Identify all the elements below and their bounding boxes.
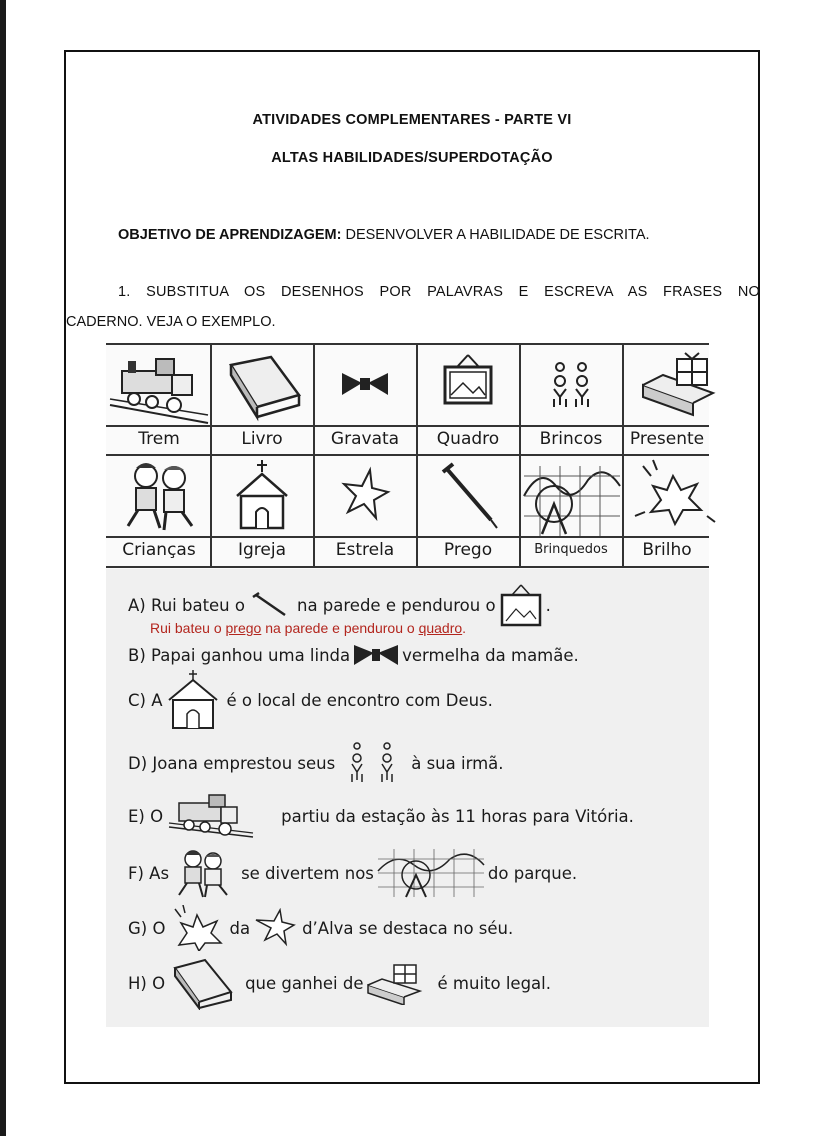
- sentence-h-part1: H) O: [128, 973, 166, 993]
- children-icon: [108, 456, 210, 536]
- word-brinquedos: Brinquedos: [534, 542, 608, 557]
- sentence-a-part3: .: [545, 595, 551, 615]
- sentence-h-part3: é muito legal.: [437, 973, 551, 993]
- page-title: ATIVIDADES COMPLEMENTARES - PARTE VI: [252, 112, 572, 128]
- sentence-d: [128, 739, 504, 787]
- left-edge-bar: [0, 0, 6, 1136]
- star-icon: [252, 908, 298, 948]
- sentence-c-part2: é o local de encontro com Deus.: [226, 690, 493, 710]
- word-estrela: Estrela: [335, 540, 395, 560]
- worksheet-image: [106, 343, 709, 1027]
- sentence-e: [128, 791, 634, 841]
- sentence-b-part1: B) Papai ganhou uma linda: [128, 645, 351, 665]
- answer-part3: .: [462, 620, 467, 636]
- word-prego: Prego: [443, 540, 493, 560]
- sentence-h: [128, 955, 551, 1011]
- children-icon: [171, 847, 233, 899]
- grid-line: [106, 536, 709, 538]
- sparkle-icon: [169, 905, 229, 951]
- answer-part1: Rui bateu o: [150, 620, 226, 636]
- sentence-g-part2: da: [229, 918, 251, 938]
- vocabulary-grid: [106, 343, 709, 569]
- sentence-f-part3: do parque.: [487, 863, 578, 883]
- sentence-f-part2: se divertem nos: [241, 863, 374, 883]
- sentence-e-part2: partiu da estação às 11 horas para Vitória.: [281, 806, 634, 826]
- train-icon: [167, 793, 255, 839]
- answer-word-prego: prego: [225, 620, 262, 636]
- instruction-line-1: 1. SUBSTITUA OS DESENHOS POR PALAVRAS E ESCREVA AS FRASES NO: [118, 284, 760, 300]
- church-icon: [163, 668, 223, 732]
- ferris-wheel-icon: [376, 847, 486, 899]
- word-livro: Livro: [241, 429, 283, 449]
- book-icon: [169, 956, 239, 1010]
- earrings-icon: [520, 345, 622, 425]
- gift-icon: [623, 345, 725, 425]
- sparkle-icon: [623, 456, 725, 536]
- book-icon: [211, 345, 313, 425]
- sentence-g-part3: d’Alva se destaca no séu.: [302, 918, 514, 938]
- sentence-c: [128, 665, 493, 735]
- word-igreja: Igreja: [237, 540, 287, 560]
- word-brilho: Brilho: [642, 540, 692, 560]
- gift-icon: [364, 961, 426, 1005]
- sentence-b-part2: vermelha da mamãe.: [402, 645, 579, 665]
- nail-icon: [417, 456, 519, 536]
- objective-text: DESENVOLVER A HABILIDADE DE ESCRITA.: [341, 227, 650, 243]
- sentence-d-part2: à sua irmã.: [411, 753, 504, 773]
- objective: [118, 227, 650, 243]
- word-brincos: Brincos: [539, 429, 603, 449]
- sentence-d-part1: D) Joana emprestou seus: [128, 753, 336, 773]
- page-subtitle: ALTAS HABILIDADES/SUPERDOTAÇÃO: [271, 150, 553, 166]
- word-gravata: Gravata: [330, 429, 400, 449]
- objective-label: OBJETIVO DE APRENDIZAGEM:: [118, 227, 342, 243]
- sentence-h-part2: que ganhei de: [245, 973, 364, 993]
- ferris-wheel-icon: [520, 456, 622, 536]
- sentence-g-part1: G) O: [128, 918, 166, 938]
- star-icon: [314, 456, 416, 536]
- word-quadro: Quadro: [436, 429, 500, 449]
- sentence-e-part1: E) O: [128, 806, 164, 826]
- sentence-f-part1: F) As: [128, 863, 170, 883]
- picture-frame-icon: [417, 345, 519, 425]
- word-presente: Presente: [629, 429, 705, 449]
- bowtie-icon: [314, 345, 416, 425]
- word-trem: Trem: [138, 429, 180, 449]
- church-icon: [211, 456, 313, 536]
- answer-part2: na parede e pendurou o: [261, 620, 419, 636]
- grid-line: [106, 425, 709, 427]
- instruction-line-2: CADERNO. VEJA O EXEMPLO.: [66, 314, 276, 330]
- picture-frame-icon: [498, 583, 544, 627]
- earrings-icon: [341, 740, 405, 786]
- nail-icon: [251, 591, 291, 619]
- sentence-g: [128, 903, 513, 953]
- sentence-a-part1: A) Rui bateu o: [128, 595, 245, 615]
- answer-word-quadro: quadro: [418, 620, 463, 636]
- example-answer: [150, 620, 466, 636]
- train-icon: [108, 345, 210, 425]
- sentence-a-part2: na parede e pendurou o: [296, 595, 496, 615]
- sentence-c-part1: C) A: [128, 690, 163, 710]
- word-criancas: Crianças: [122, 540, 196, 560]
- sentence-f: [128, 845, 577, 901]
- grid-line: [106, 566, 709, 568]
